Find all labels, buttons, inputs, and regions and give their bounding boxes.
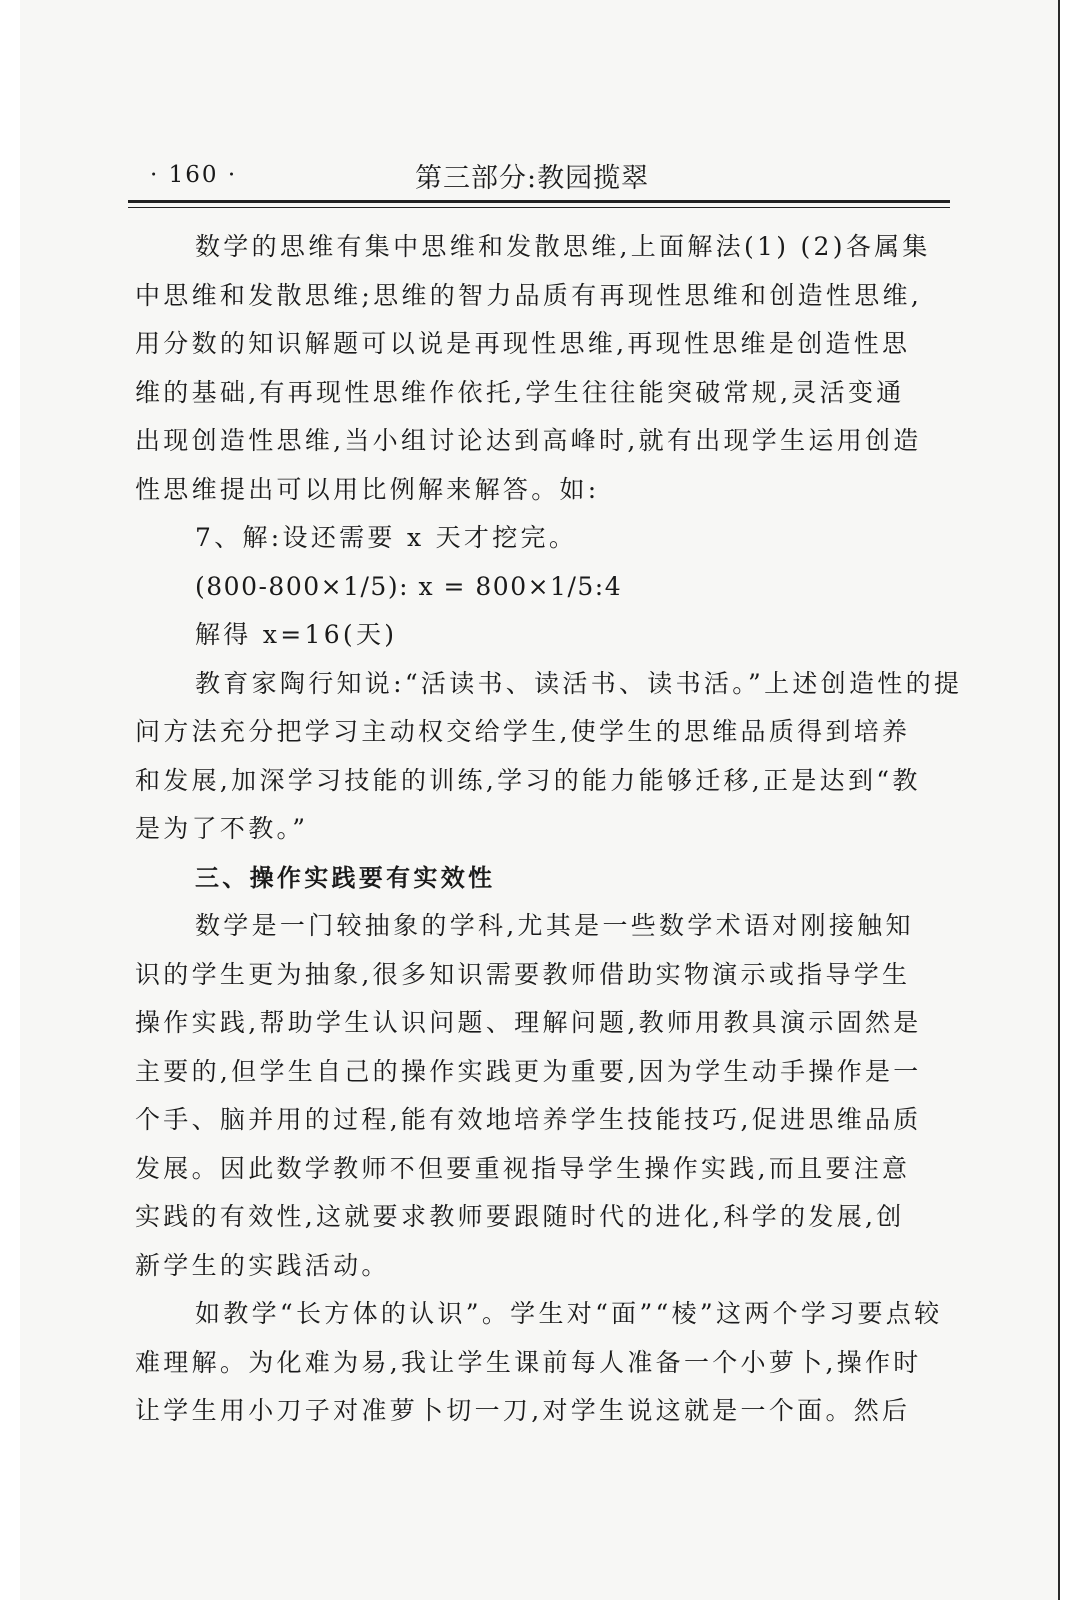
- page-number: · 160 ·: [150, 162, 238, 188]
- paragraph-line: 教育家陶行知说:“活读书、读活书、读书活。”上述创造性的提: [195, 668, 963, 698]
- solution-line: 7、解:设还需要 x 天才挖完。: [195, 523, 578, 552]
- paragraph-line: 实践的有效性,这就要求教师要跟随时代的进化,科学的发展,创: [135, 1202, 905, 1231]
- paragraph-line: 中思维和发散思维;思维的智力品质有再现性思维和创造性思维,: [135, 280, 923, 310]
- paragraph-line: 操作实践,帮助学生认识问题、理解问题,教师用教具演示固然是: [135, 1008, 922, 1037]
- solution-result-line: 解得 x=16(天): [195, 620, 398, 649]
- body-text: [135, 223, 963, 1436]
- section-heading: 三、操作实践要有实效性: [195, 863, 496, 892]
- paragraph-line: 难理解。为化难为易,我让学生课前每人准备一个小萝卜,操作时: [135, 1347, 922, 1377]
- paragraph-line: 数学的思维有集中思维和发散思维,上面解法(1) (2)各属集: [195, 232, 931, 261]
- paragraph-line: 出现创造性思维,当小组讨论达到高峰时,就有出现学生运用创造: [135, 426, 922, 455]
- paragraph-line: 主要的,但学生自己的操作实践更为重要,因为学生动手操作是一: [135, 1056, 922, 1086]
- paragraph-line: 性思维提出可以用比例解来解答。如:: [135, 474, 600, 504]
- paragraph-line: 维的基础,有再现性思维作依托,学生往往能突破常规,灵活变通: [135, 377, 905, 407]
- paragraph-line: 用分数的知识解题可以说是再现性思维,再现性思维是创造性思: [135, 329, 911, 358]
- paragraph-line: 识的学生更为抽象,很多知识需要教师借助实物演示或指导学生: [135, 959, 911, 989]
- paragraph-line: 数学是一门较抽象的学科,尤其是一些数学术语对刚接触知: [195, 911, 914, 940]
- paragraph-line: 发展。因此数学教师不但要重视指导学生操作实践,而且要注意: [135, 1153, 911, 1183]
- paragraph-line: 让学生用小刀子对准萝卜切一刀,对学生说这就是一个面。然后: [135, 1396, 911, 1425]
- header-rule-thin: [128, 207, 950, 208]
- formula-line: (800-800×1/5): x = 800×1/5:4: [195, 571, 623, 601]
- paragraph-line: 新学生的实践活动。: [135, 1250, 390, 1280]
- section-title: 第三部分:教园揽翠: [415, 163, 650, 194]
- paragraph-line: 如教学“长方体的认识”。学生对“面”“棱”这两个学习要点较: [195, 1299, 943, 1328]
- paragraph-line: 个手、脑并用的过程,能有效地培养学生技能技巧,促进思维品质: [135, 1105, 922, 1134]
- header-rule-thick: [128, 200, 950, 203]
- scan-right-edge: [1058, 0, 1080, 1600]
- paragraph-line: 和发展,加深学习技能的训练,学习的能力能够迁移,正是达到“教: [135, 765, 921, 795]
- page-header: [130, 152, 950, 198]
- paragraph-line: 是为了不教。”: [135, 814, 309, 843]
- paragraph-line: 问方法充分把学习主动权交给学生,使学生的思维品质得到培养: [135, 717, 911, 746]
